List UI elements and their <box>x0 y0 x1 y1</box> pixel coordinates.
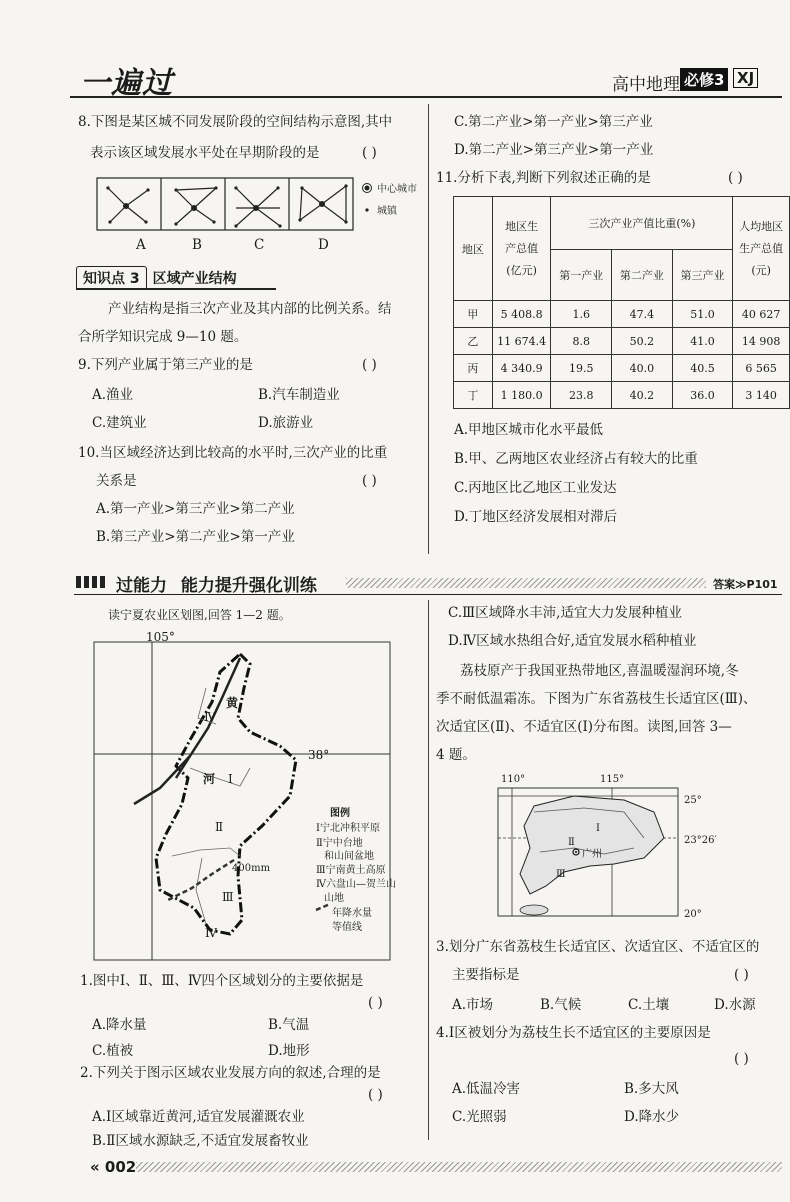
q10-option-a: A.第一产业>第三产业>第二产业 <box>96 501 295 517</box>
q3-option-a: A.市场 <box>452 997 494 1013</box>
q11-option-b: B.甲、乙两地区农业经济占有较大的比重 <box>454 451 698 467</box>
legend-city: 中心城市 <box>377 184 417 195</box>
map-river-label-1: 黄 <box>226 696 239 710</box>
map-legend-title: 图例 <box>330 808 350 819</box>
q9-stem: 9.下列产业属于第三产业的是 <box>78 357 253 373</box>
answer-reference: 答案≫P101 <box>713 578 778 591</box>
legend-town: 城镇 <box>377 206 397 217</box>
kp-intro-line2: 合所学知识完成 9—10 题。 <box>78 329 248 345</box>
lychee-paragraph-2: 季不耐低温霜冻。下图为广东省荔枝生长适宜区(Ⅲ)、 <box>436 691 757 707</box>
gd-lat-20: 20° <box>684 909 702 920</box>
q9-option-c: C.建筑业 <box>92 415 147 431</box>
lychee-paragraph-3: 次适宜区(Ⅱ)、不适宜区(Ⅰ)分布图。读图,回答 3— <box>436 719 732 735</box>
q11-stem: 11.分析下表,判断下列叙述正确的是 <box>436 170 651 186</box>
q3-answer-bracket: ( ) <box>734 967 749 983</box>
section-title-main: 过能力 <box>116 576 167 596</box>
table-row: 丙 4 340.9 19.5 40.0 40.5 6 565 <box>454 355 790 382</box>
q8-stem-line2: 表示该区域发展水平处在早期阶段的是 <box>90 145 320 161</box>
gd-lat-tropic: 23°26′ <box>684 835 717 846</box>
kp-number: 知识点 3 <box>76 266 147 289</box>
q10-option-c: C.第二产业>第一产业>第三产业 <box>454 114 653 130</box>
gd-lon-110: 110° <box>501 774 526 785</box>
map-legend-7: 年降水量 <box>332 908 372 919</box>
q4-option-d: D.降水少 <box>624 1109 680 1125</box>
th-gdp: 地区生 产总值 (亿元) <box>492 197 551 301</box>
q1-answer-bracket: ( ) <box>368 995 383 1011</box>
q1-option-c: C.植被 <box>92 1043 134 1059</box>
q2-option-b: B.Ⅱ区域水源缺乏,不适宜发展畜牧业 <box>92 1133 309 1149</box>
section-stripe <box>346 578 706 588</box>
q11-option-a: A.甲地区城市化水平最低 <box>454 422 604 438</box>
map-isohyet-label: 400mm <box>232 863 271 874</box>
map-legend-2: Ⅱ宁中台地 <box>316 838 363 849</box>
q2-option-a: A.Ⅰ区域靠近黄河,适宜发展灌溉农业 <box>92 1109 305 1125</box>
lychee-paragraph-1: 荔枝原产于我国亚热带地区,喜温暖湿润环境,冬 <box>460 663 739 679</box>
th-region: 地区 <box>454 197 493 301</box>
q9-option-a: A.渔业 <box>92 387 134 403</box>
map-region-4-north: Ⅳ <box>204 710 216 724</box>
table-row: 乙 11 674.4 8.8 50.2 41.0 14 908 <box>454 328 790 355</box>
th-secondary: 第二产业 <box>612 250 673 301</box>
q1-stem: 1.图中Ⅰ、Ⅱ、Ⅲ、Ⅳ四个区域划分的主要依据是 <box>80 973 364 989</box>
th-tertiary: 第三产业 <box>672 250 733 301</box>
table-row: 甲 5 408.8 1.6 47.4 51.0 40 627 <box>454 301 790 328</box>
map-region-1: Ⅰ <box>228 772 233 786</box>
q4-option-b: B.多大风 <box>624 1081 679 1097</box>
book-label: 必修3 <box>680 68 728 91</box>
th-primary: 第一产业 <box>551 250 612 301</box>
map-lat-label: 38° <box>308 748 330 762</box>
q9-option-d: D.旅游业 <box>258 415 314 431</box>
map-region-4-south: Ⅳ <box>205 926 217 940</box>
q3-option-c: C.土壤 <box>628 997 670 1013</box>
q4-option-c: C.光照弱 <box>452 1109 507 1125</box>
column-divider-top <box>428 104 429 554</box>
q11-option-c: C.丙地区比乙地区工业发达 <box>454 480 617 496</box>
q11-answer-bracket: ( ) <box>728 170 743 186</box>
q9-answer-bracket: ( ) <box>362 357 377 373</box>
footer-stripe <box>136 1162 782 1172</box>
header-rule <box>70 96 782 98</box>
q10-option-b: B.第三产业>第二产业>第一产业 <box>96 529 295 545</box>
q4-answer-bracket: ( ) <box>734 1051 749 1067</box>
q3-option-b: B.气候 <box>540 997 582 1013</box>
q2-stem: 2.下列关于图示区域农业发展方向的叙述,合理的是 <box>80 1065 381 1081</box>
kp-intro-line1: 产业结构是指三次产业及其内部的比例关系。结 <box>108 301 392 317</box>
gd-region-2: Ⅱ <box>568 837 575 848</box>
q2-option-c: C.Ⅲ区域降水丰沛,适宜大力发展种植业 <box>448 605 682 621</box>
page-number: « 002 <box>90 1158 137 1176</box>
q8-option-a: A <box>136 237 146 253</box>
table-row: 丁 1 180.0 23.8 40.2 36.0 3 140 <box>454 382 790 409</box>
knowledge-point-heading <box>76 266 276 290</box>
kp-title: 区域产业结构 <box>152 271 237 287</box>
section-subtitle: 能力提升强化训练 <box>180 576 317 596</box>
th-ratio: 三次产业产值比重(%) <box>551 197 733 250</box>
section-title <box>116 571 317 596</box>
map-intro: 读宁夏农业区划图,回答 1—2 题。 <box>108 608 291 622</box>
map-legend-3: 和山间盆地 <box>324 851 374 862</box>
map-legend-5: Ⅳ六盘山—贺兰山 <box>316 879 396 890</box>
map-legend-4: Ⅲ宁南黄土高原 <box>316 865 386 876</box>
q8-option-b: B <box>192 237 202 253</box>
q8-option-d: D <box>318 237 329 253</box>
gd-lat-25: 25° <box>684 795 702 806</box>
q10-option-d: D.第二产业>第三产业>第一产业 <box>454 142 654 158</box>
subject-label: 高中地理 <box>612 75 680 95</box>
q3-option-d: D.水源 <box>714 997 756 1013</box>
q2-answer-bracket: ( ) <box>368 1087 383 1103</box>
q9-option-b: B.汽车制造业 <box>258 387 340 403</box>
gd-region-1: Ⅰ <box>596 823 600 834</box>
column-divider-bottom <box>428 600 429 1140</box>
gdp-table <box>453 196 790 409</box>
q3-stem-line2: 主要指标是 <box>452 967 520 983</box>
lychee-paragraph-4: 4 题。 <box>436 747 476 763</box>
q10-stem-line1: 10.当区域经济达到比较高的水平时,三次产业的比重 <box>78 445 388 461</box>
map-legend-1: Ⅰ宁北冲积平原 <box>316 823 380 834</box>
q11-option-d: D.丁地区经济发展相对滞后 <box>454 509 618 525</box>
gd-region-3: Ⅲ <box>556 869 566 880</box>
q10-stem-line2: 关系是 <box>96 473 137 489</box>
q3-stem-line1: 3.划分广东省荔枝生长适宜区、次适宜区、不适宜区的 <box>436 939 760 955</box>
map-legend-8: 等值线 <box>332 922 362 933</box>
q4-option-a: A.低温冷害 <box>452 1081 521 1097</box>
map-river-label-2: 河 <box>203 772 216 786</box>
gd-lon-115: 115° <box>600 774 625 785</box>
gd-city-label: 广州 <box>582 849 602 860</box>
q8-answer-bracket: ( ) <box>362 145 377 161</box>
q10-answer-bracket: ( ) <box>362 473 377 489</box>
map-lon-label: 105° <box>146 630 175 644</box>
map-legend-6: 山地 <box>324 893 344 904</box>
section-icon <box>76 576 106 588</box>
q8-stem-line1: 8.下图是某区城不同发展阶段的空间结构示意图,其中 <box>78 114 393 130</box>
logo: 一遍过 <box>80 66 173 101</box>
q1-option-b: B.气温 <box>268 1017 310 1033</box>
th-per-capita: 人均地区 生产总值 (元) <box>733 197 790 301</box>
q1-option-d: D.地形 <box>268 1043 310 1059</box>
map-region-3: Ⅲ <box>222 890 234 904</box>
q8-option-c: C <box>254 237 265 253</box>
q1-option-a: A.降水量 <box>92 1017 147 1033</box>
section-rule <box>74 594 782 595</box>
q2-option-d: D.Ⅳ区域水热组合好,适宜发展水稻种植业 <box>448 633 697 649</box>
map-region-2: Ⅱ <box>215 820 224 834</box>
edition-label: XJ <box>733 68 758 88</box>
q4-stem: 4.Ⅰ区被划分为荔枝生长不适宜区的主要原因是 <box>436 1025 711 1041</box>
